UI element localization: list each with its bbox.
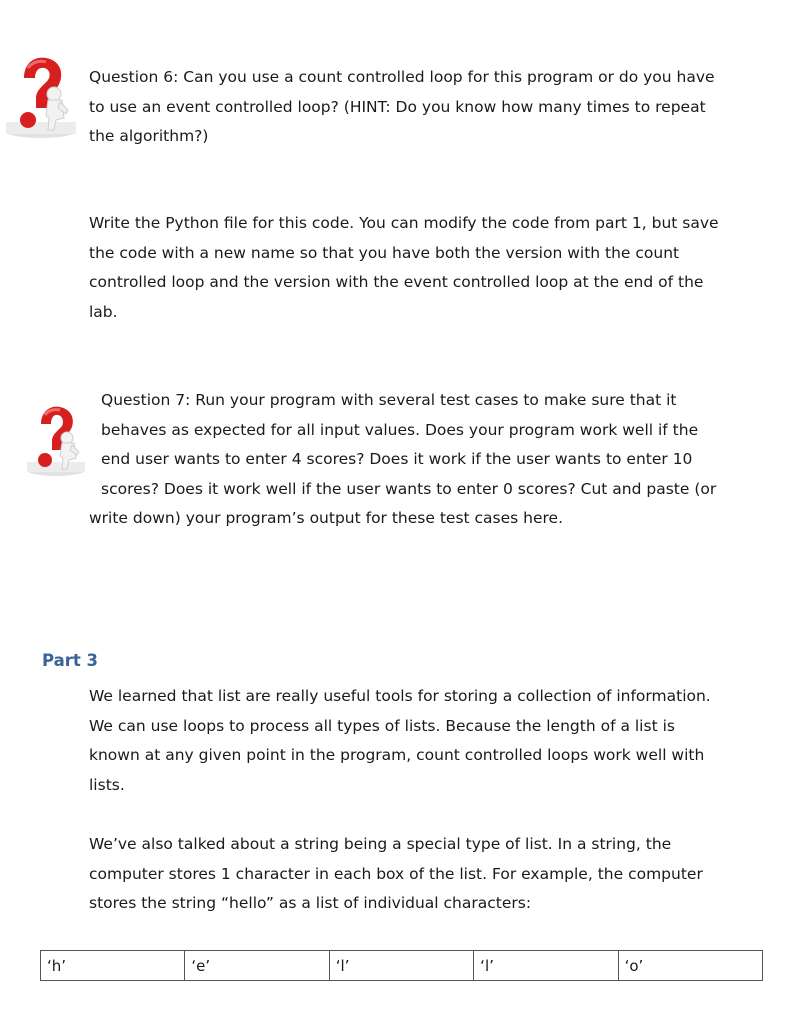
question-figure-icon [4,52,78,138]
table-cell: ‘l’ [329,951,473,981]
question-7-text: Question 7: Run your program with several test cases to make sure that it behaves as expected for all input values. Does your program work well if the end user wants to enter 4 scores? Does it work if the user wants to enter 10 scores? Does it work well if the user wants to enter 0 scores? Cut and paste (or [101,391,717,498]
part-3-paragraph-1: We learned that list are really useful tools for storing a collection of information. We can use loops to process all types of lists. Because the length of a list is known at any given point in the program, count controlled loops work well with lists. [89,687,711,794]
table-cell: ‘e’ [185,951,329,981]
table-cell: ‘h’ [41,951,185,981]
part-3-paragraph-2: We’ve also talked about a string being a special type of list. In a string, the computer stores 1 character in each box of the list. For example, the computer stores the string “hello” as a list of individual characters: [89,835,703,912]
question-6-text: Question 6: Can you use a count controlled loop for this program or do you have to use an event controlled loop? (HINT: Do you know how many times to repeat the algorithm?) [89,68,715,145]
instruction-text: Write the Python file for this code. You can modify the code from part 1, but save the code with a new name so that you have both the version with the count controlled loop and the version with the event controlled loop at the end of the lab. [89,214,719,321]
part-3-heading: Part 3 [42,651,99,670]
question-figure-icon [25,402,87,476]
table-cell: ‘l’ [474,951,618,981]
hello-character-table [40,950,763,981]
table-cell: ‘o’ [618,951,762,981]
table-row [41,951,763,981]
question-7-last-line: write down) your program’s output for these test cases here. [89,509,564,527]
